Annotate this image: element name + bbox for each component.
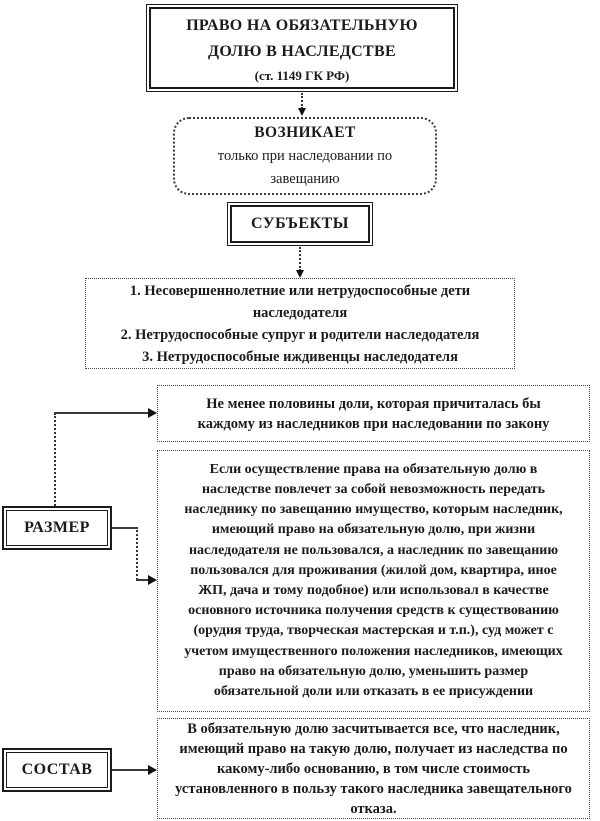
arrow-right-icon bbox=[148, 765, 157, 775]
arises-heading: ВОЗНИКАЕТ bbox=[254, 124, 356, 141]
arrow-down-icon bbox=[298, 108, 306, 116]
size-label: РАЗМЕР bbox=[24, 519, 90, 536]
size-reduction-rule-text: Если осуществление права на обязательную долю в наследстве повлечет за собой невозможность передать наследнику по завещанию имущество, которым наследник, имеющий право на обязательную долю, при жизни наследодателя не пользовался, а наследник по завещанию пользовался для проживания (жилой дом, квартира, иное ЖП, дача и тому подобное) или использовал в качестве основного источника получения средств к существованию (орудия труда, творческая мастерская и т.п.), суд может с учетом имущественного положения наследников, имеющих право на обязательную долю, уменьшить размер обязательной доли или отказать в ее присуждении bbox=[184, 461, 563, 700]
subjects-item-3: 3. Нетрудоспособные иждивенцы наследодателя bbox=[142, 348, 458, 365]
connector-size-down bbox=[136, 527, 138, 580]
title-reference: (ст. 1149 ГК РФ) bbox=[254, 67, 350, 83]
subjects-item-2: 2. Нетрудоспособные супруг и родители наследодателя bbox=[120, 326, 480, 343]
arises-box bbox=[173, 117, 437, 195]
subjects-list-box bbox=[85, 278, 515, 369]
title-line-2: ДОЛЮ В НАСЛЕДСТВЕ bbox=[208, 42, 396, 60]
arrow-right-icon bbox=[148, 575, 157, 585]
arises-body: только при наследовании по завещанию bbox=[217, 148, 393, 187]
size-label-box bbox=[2, 506, 112, 550]
size-reduction-rule-box bbox=[157, 450, 590, 712]
connector-size-to-reduction bbox=[136, 579, 148, 581]
connector-title-to-arises bbox=[301, 93, 303, 109]
size-general-rule-box bbox=[157, 385, 590, 442]
arrow-down-icon bbox=[296, 270, 304, 278]
connector-subjects-to-list bbox=[299, 247, 301, 271]
title-line-1: ПРАВО НА ОБЯЗАТЕЛЬНУЮ bbox=[186, 16, 418, 34]
subjects-item-1: 1. Несовершеннолетние или нетрудоспособные дети наследодателя bbox=[129, 282, 471, 321]
title-box bbox=[146, 4, 458, 92]
connector-size-up bbox=[54, 413, 56, 506]
composition-rule-text: В обязательную долю засчитывается все, что наследник, имеющий право на такую долю, получает из наследства по какому-либо основанию, в том числе стоимость установленного в пользу такого наследника завещательного отказа. bbox=[175, 720, 572, 817]
connector-size-to-general bbox=[54, 412, 148, 414]
size-general-rule-text: Не менее половины доли, которая причиталась бы каждому из наследников при наследовании по закону bbox=[197, 395, 550, 432]
subjects-box bbox=[227, 202, 373, 246]
connector-composition-to-rule bbox=[112, 769, 148, 771]
subjects-label: СУБЪЕКТЫ bbox=[251, 215, 349, 232]
composition-label: СОСТАВ bbox=[21, 761, 93, 778]
arrow-right-icon bbox=[148, 408, 157, 418]
composition-label-box bbox=[2, 748, 112, 792]
connector-size-right bbox=[112, 527, 138, 529]
composition-rule-box bbox=[157, 718, 590, 819]
